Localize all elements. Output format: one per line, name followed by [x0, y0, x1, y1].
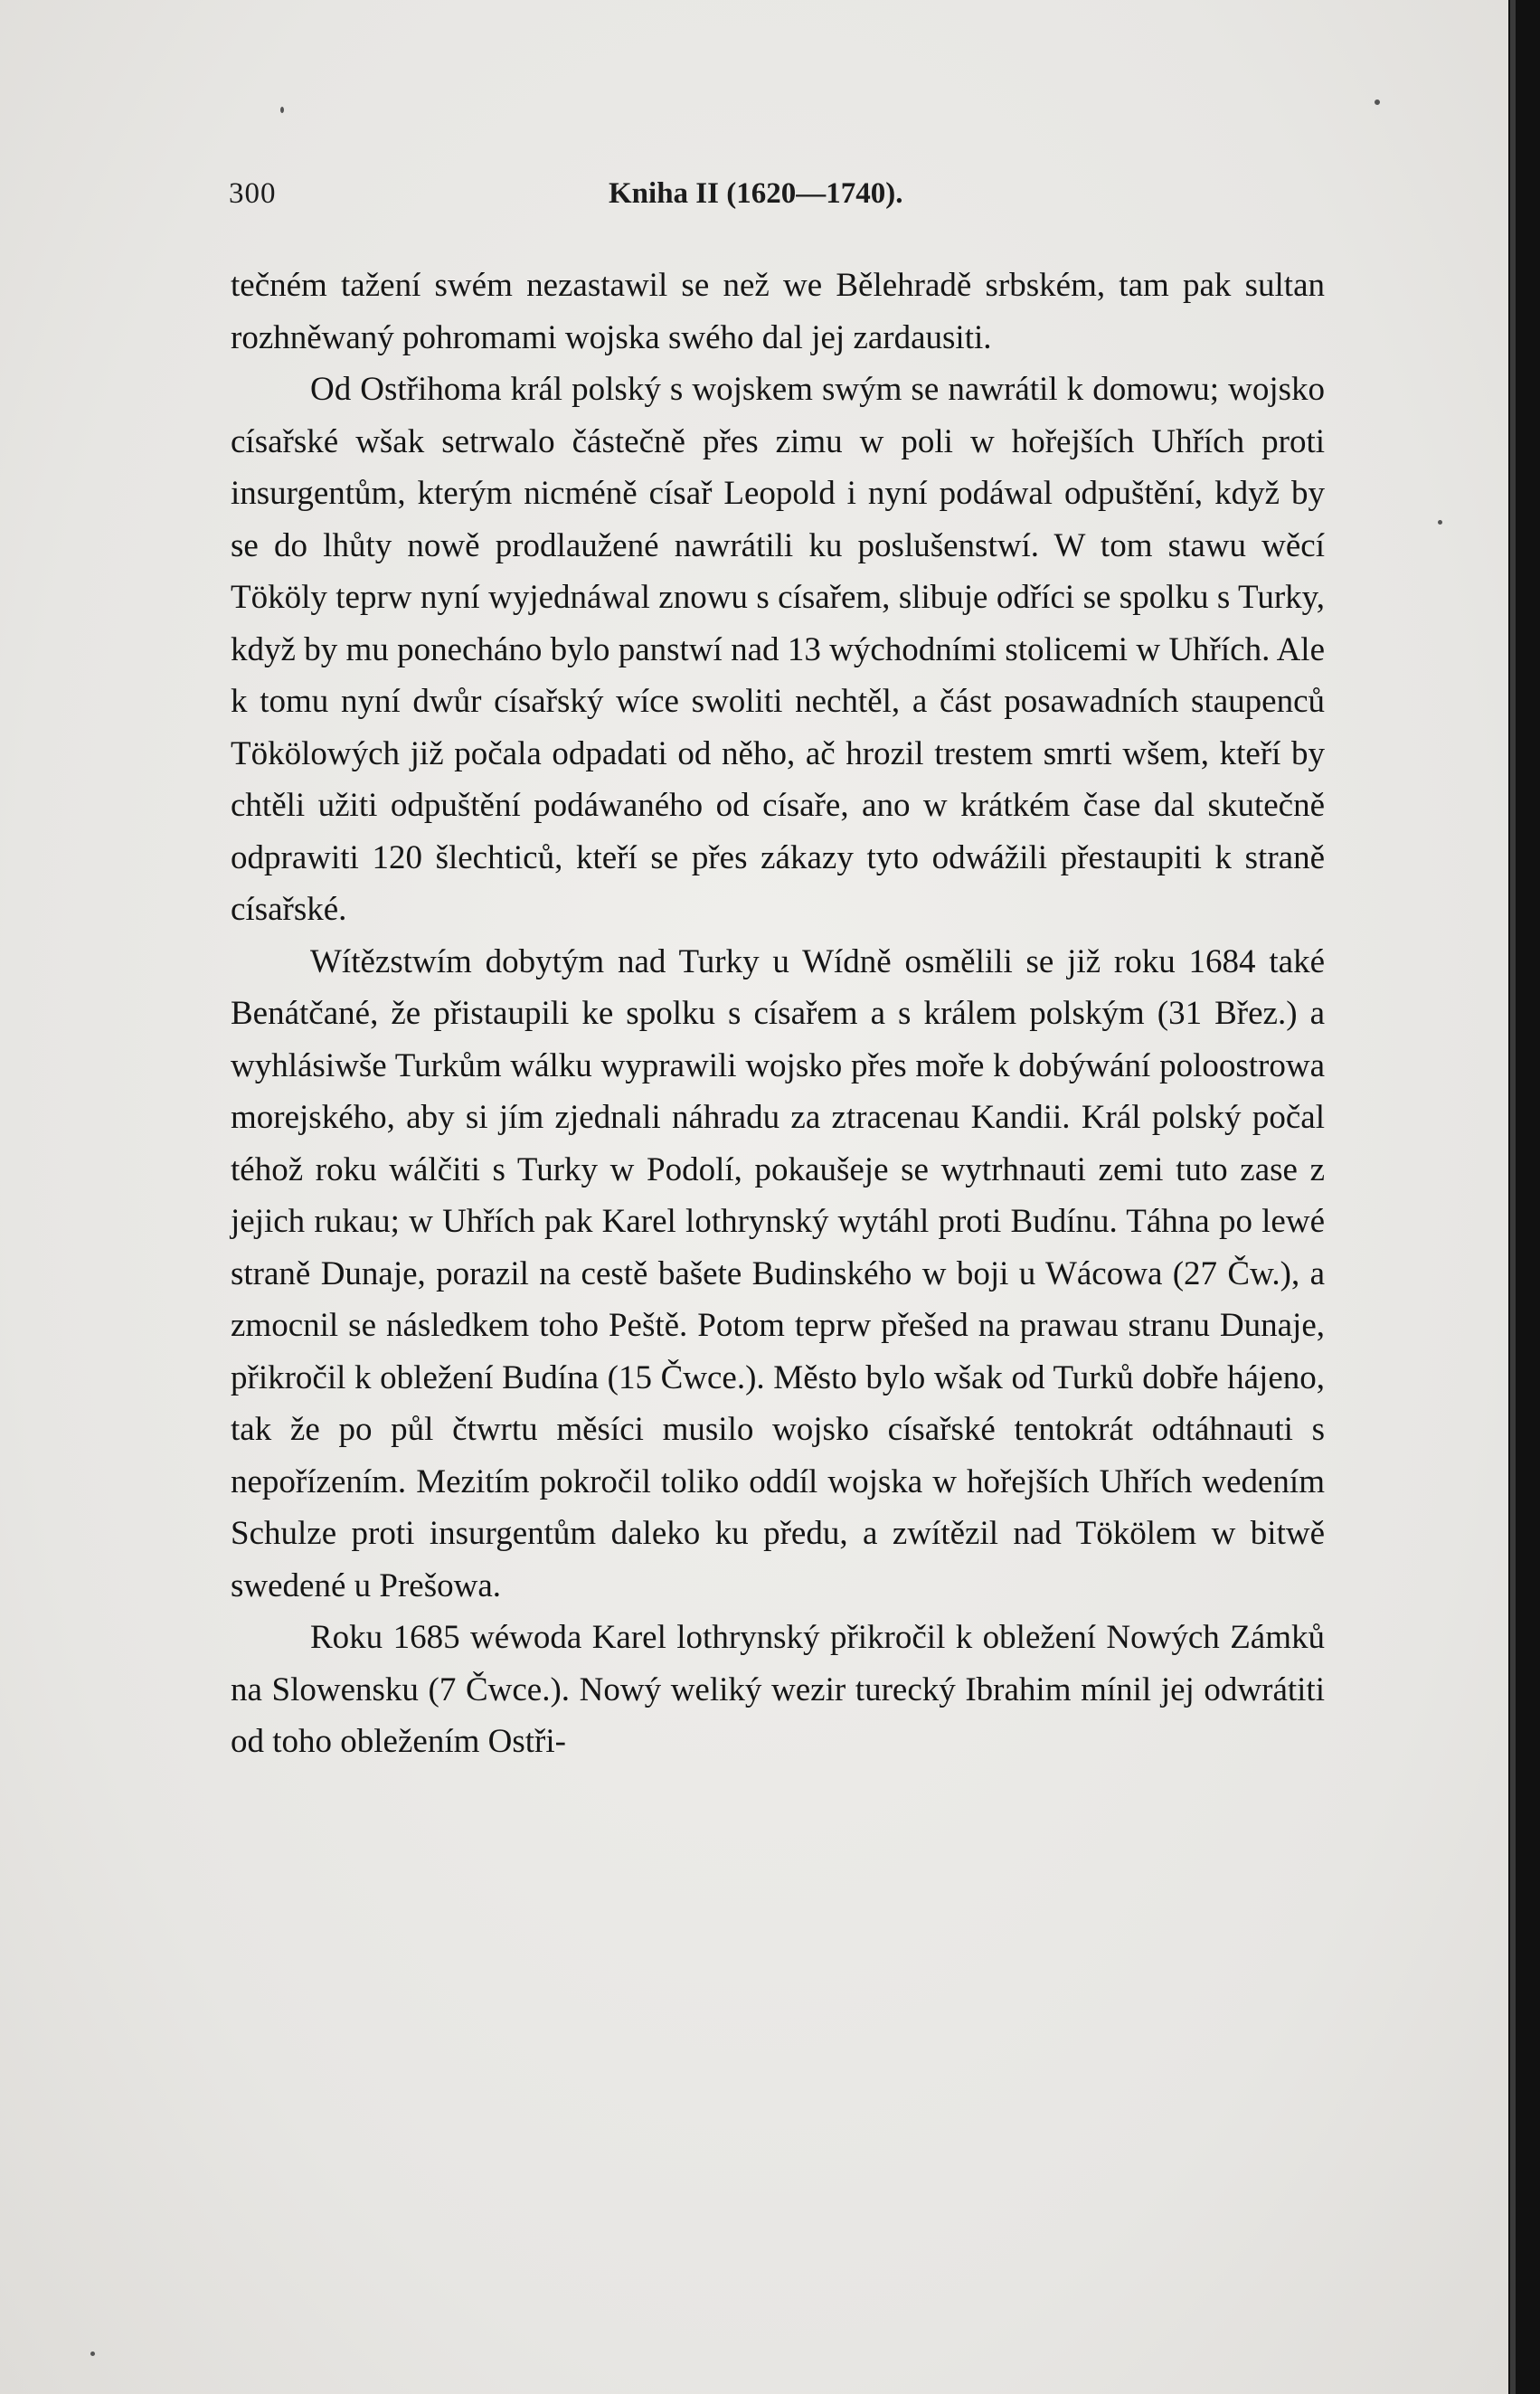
paragraph-continued: tečném tažení swém nezastawil se než we Bělehradě srbském, tam pak sultan rozhněwaný pohromami wojska swého dal jej zardausiti. [231, 267, 1325, 356]
scan-speck [1438, 520, 1442, 525]
scan-speck [280, 107, 284, 113]
running-title: Kniha II (1620—1740). [609, 177, 903, 210]
paragraph: Wítězstwím dobytým nad Turky u Wídně osmělili se již roku 1684 také Benátčané, že přistaupili ke spolku s císařem a s králem polským (31 Břez.) a wyhlásiwše Turkům wálku wyprawili wojsko přes moře k dobýwání poloostrowa morejského, aby si jím zjednali náhradu za ztracenau Kandii. Král polský počal téhož roku wálčiti s Turky w Podolí, pokaušeje se wytrhnauti zemi tuto zase z jejich rukau; w Uhřích pak Karel lothrynský wytáhl proti Budínu. Táhna po lewé straně Dunaje, porazil na cestě bašete Budinského w boji u Wácowa (27 Čw.), a zmocnil se následkem toho Peště. Potom teprw přešed na prawau stranu Dunaje, přikročil k obležení Budína (15 Čwce.). Město bylo wšak od Turků dobře háјeno, tak že po půl čtwrtu měsíci musilo wojsko císařské tentokrát odtáhnauti s nepořízením. Mezitím pokročil toliko oddíl wojska w hořejších Uhřích wedením Schulze proti insurgentům daleko ku předu, a zwítězil nad Tökölem w bitwě swedené u Prešowa. [231, 942, 1325, 1604]
running-head [229, 177, 1321, 217]
scan-border-line [1510, 0, 1516, 2394]
scan-speck [1375, 99, 1380, 105]
paragraph: Roku 1685 wéwoda Karel lothrynský přikročil k obležení Nowých Zámků na Slowensku (7 Čwce.). Nowý weliký wezir turecký Ibrahim mínil jej odwrátiti od toho obležením Ostři- [231, 1619, 1325, 1760]
page-number: 300 [229, 177, 277, 210]
paragraph: Od Ostřihoma král polský s wojskem swým se nawrátil k domowu; wojsko císařské wšak setrwalo částečně přes zimu w poli w hořejších Uhřích proti insurgentům, kterým nicméně císař Leopold i nyní podáwal odpuštění, když by se do lhůty nowě prodlaužené nawrátili ku poslušenstwí. W tom stawu wěcí Tököly teprw nyní wyjednáwal znowu s císařem, slibuje odříci se spolku s Turky, když by mu ponecháno bylo panstwí nad 13 wýchodními stolicemi w Uhřích. Ale k tomu nyní dwůr císařský wíce swoliti nechtěl, a část posawadních staupenců Tökölowých již počala odpadati od něho, ač hrozil trestem smrti wšem, kteří by chtěli užiti odpuštění podáwaného od císaře, ano w krátkém čase dal skutečně odprawiti 120 šlechticů, kteří se přes zákazy tyto odwážili přestaupiti k straně císařské. [231, 371, 1325, 928]
scan-speck [90, 2351, 95, 2356]
body-text [231, 260, 1325, 1768]
